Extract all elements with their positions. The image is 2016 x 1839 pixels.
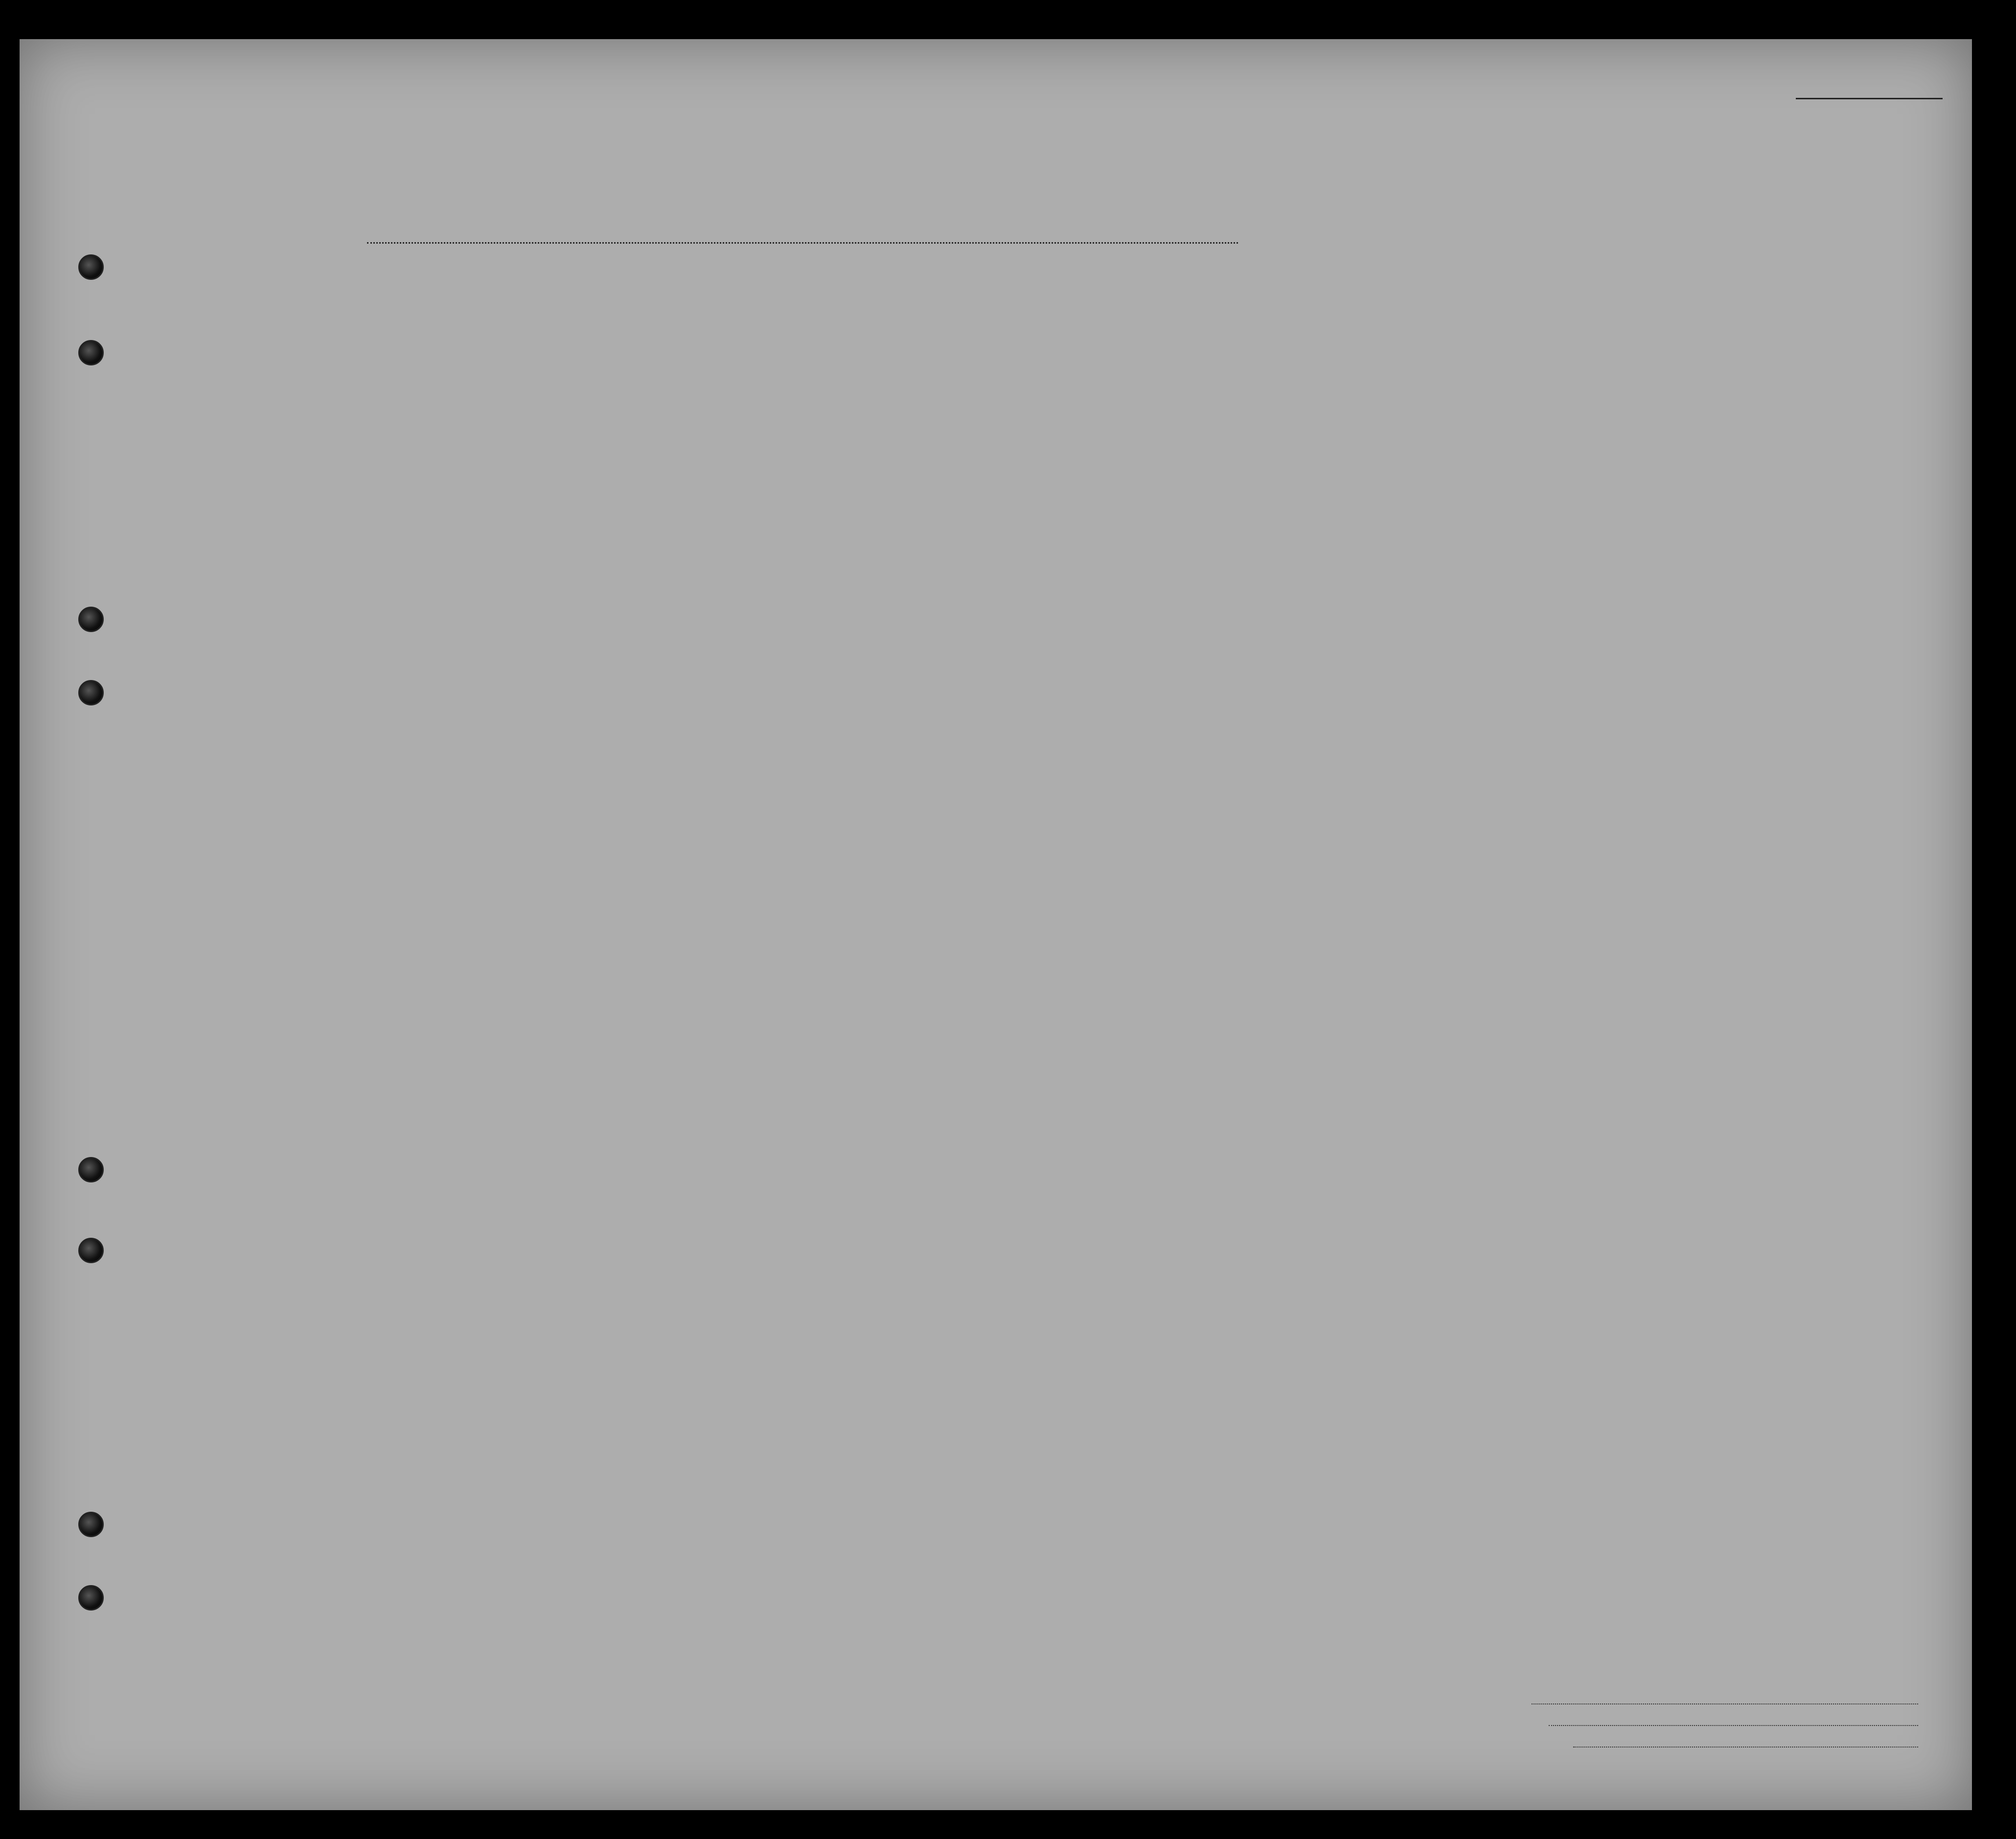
binder-hole xyxy=(78,680,104,705)
binder-hole xyxy=(78,1157,104,1182)
header-q31 xyxy=(1530,342,1554,489)
binder-hole xyxy=(78,607,104,632)
binder-hole xyxy=(78,1238,104,1263)
header-prison xyxy=(1321,342,1365,489)
header-anarchist xyxy=(1397,342,1421,489)
header-q28 xyxy=(1424,342,1470,489)
header-feet xyxy=(1676,411,1695,470)
header-q29 xyxy=(1473,342,1502,489)
header-polygamist xyxy=(1368,342,1395,489)
footer-agents-field xyxy=(1573,1747,1918,1748)
footer-owners-field xyxy=(1549,1725,1918,1726)
document-sheet xyxy=(20,39,1972,1810)
footer-line-field xyxy=(1532,1703,1918,1704)
table-grid xyxy=(20,39,1972,1810)
header-become-citizen xyxy=(1286,372,1318,489)
binder-hole xyxy=(78,340,104,365)
header-length-stay xyxy=(1250,372,1284,489)
header-return-country xyxy=(1214,372,1249,489)
header-ticket xyxy=(607,333,634,479)
header-q30 xyxy=(1505,342,1528,489)
binder-hole xyxy=(78,254,104,280)
header-money xyxy=(744,333,771,479)
binder-hole xyxy=(78,1512,104,1537)
header-inches xyxy=(1699,411,1719,470)
binder-hole xyxy=(78,1585,104,1611)
